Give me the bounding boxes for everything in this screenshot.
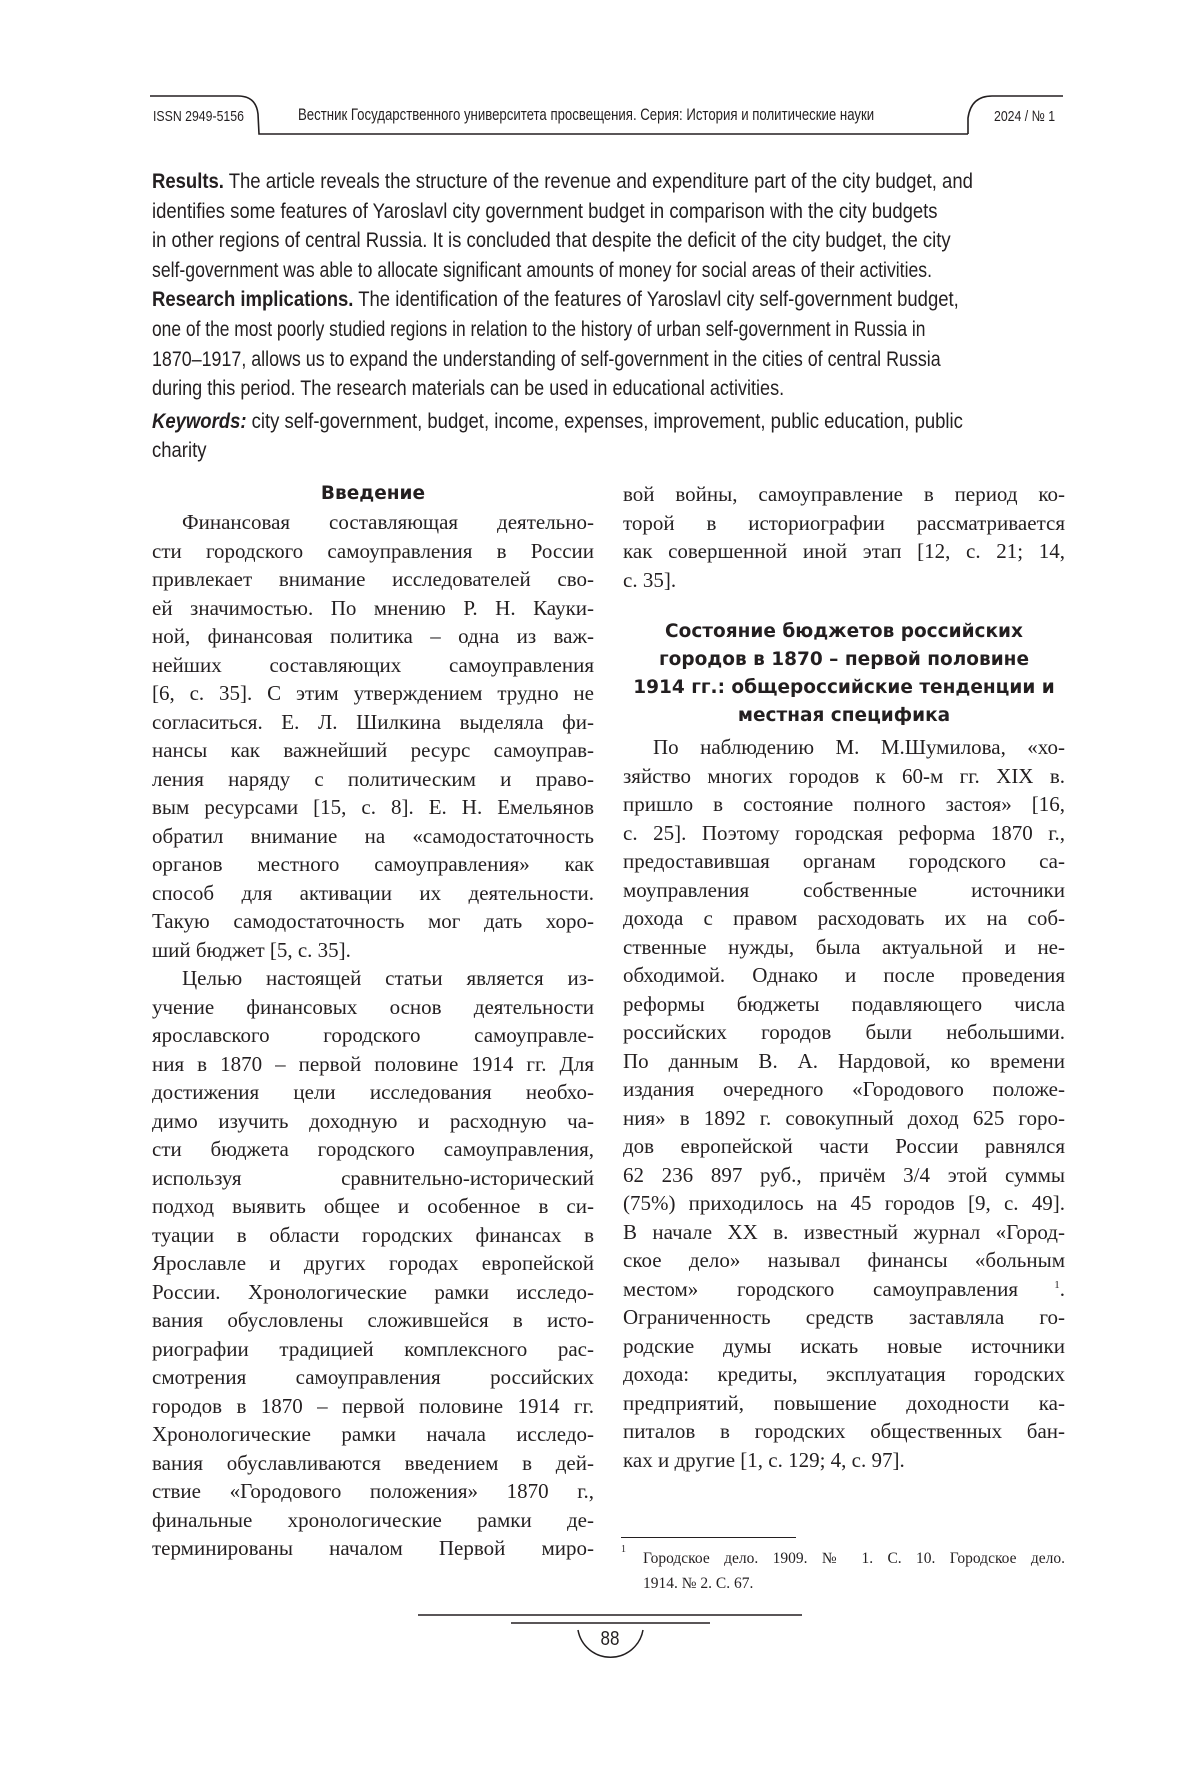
implications-text: during this period. The research materials can be used in educational activities.	[152, 376, 785, 401]
text-line: нансы как важнейший ресурс самоуправ-	[152, 738, 594, 762]
text-line: ское дело» называл финансы «больным	[623, 1248, 1065, 1272]
text-line: привлекает внимание исследователей сво-	[152, 567, 594, 591]
text-line: ной, финансовая политика – одна из важ-	[152, 624, 594, 648]
text-line: сти городского самоуправления в России	[152, 538, 594, 563]
text-line: способ для активации их деятельности.	[152, 880, 594, 905]
footnote-mark: 1	[621, 1544, 626, 1555]
text-line: Хронологические рамки начала исследо-	[152, 1422, 594, 1446]
implications-text: one of the most poorly studied regions in relation to the history of urban self-government in Russia in	[152, 316, 926, 341]
text-line: ния» в 1892 г. совокупный доход 625 горо-	[623, 1105, 1065, 1130]
implications-text: 1870–1917, allows us to expand the understanding of self-government in the cities of central Russia	[152, 346, 941, 371]
text-line: ственные нужды, была актуальной и не-	[623, 934, 1065, 959]
abstract-line	[152, 345, 1066, 375]
implications-label: Research implications.	[152, 287, 354, 312]
footnote-line: 1914. № 2. С. 67.	[643, 1575, 754, 1592]
footnote	[621, 1546, 1065, 1596]
text-line: терминированы началом Первой миро-	[152, 1536, 594, 1560]
paragraph	[623, 733, 1065, 1474]
text-line: вания обусловлены сложившейся в исто-	[152, 1308, 594, 1332]
text-line: подход выявить общее и особенное в си-	[152, 1194, 594, 1218]
results-text: The article reveals the structure of the revenue and expenditure part of the city budget, and	[223, 169, 973, 193]
heading-line: городов в 1870 – первой половине	[658, 649, 1030, 670]
text-line: органов местного самоуправления» как	[152, 852, 594, 876]
text-line: зяйство многих городов к 60-м гг. XIX в.	[623, 763, 1065, 788]
abstract-line	[152, 285, 1066, 315]
text-line: питалов в городских общественных бан-	[623, 1419, 1065, 1443]
text-line: Ограниченность средств заставляла го-	[623, 1305, 1065, 1329]
paragraph	[152, 508, 594, 964]
running-header-frame	[0, 0, 1200, 150]
journal-title: Вестник Государственного университета просвещения. Серия: История и политические науки	[298, 106, 875, 124]
text-line: России. Хронологические рамки исследо-	[152, 1279, 594, 1304]
text-line: предприятий, повышение доходности ка-	[623, 1390, 1065, 1415]
footnote-reference[interactable]: 1	[1018, 1278, 1060, 1291]
keywords-text: charity	[152, 438, 207, 463]
text-line: 62 236 897 руб., причём 3/4 этой суммы	[623, 1162, 1065, 1187]
text-line: торой в историографии рассматривается	[623, 510, 1065, 535]
text-line: используя сравнительно-исторический	[152, 1165, 594, 1190]
issn: ISSN 2949-5156	[153, 108, 244, 125]
text-line: вания обуславливаются введением в дей-	[152, 1450, 594, 1475]
text-line: По наблюдению М. М.Шумилова, «хо-	[653, 735, 1065, 759]
text-line: дов европейской части России равнялся	[623, 1134, 1065, 1158]
text-line: местом» городского самоуправления $^1$.	[623, 1276, 1066, 1301]
text-line: финальные хронологические рамки де-	[152, 1507, 594, 1532]
results-label: Results.	[152, 169, 224, 193]
paragraph	[152, 964, 594, 1563]
text-line: ярославского городского самоуправле-	[152, 1023, 594, 1047]
text-line: Целью настоящей статьи является из-	[182, 966, 594, 990]
text-line: туации в области городских финансах в	[152, 1222, 594, 1247]
right-column	[623, 480, 1065, 1474]
text-line: ках и другие [1, с. 129; 4, с. 97].	[623, 1447, 905, 1472]
text-line: Такую самодостаточность мог дать хоро-	[152, 909, 594, 933]
text-line: [6, с. 35]. С этим утверждением трудно не	[152, 681, 594, 705]
text-line: смотрения самоуправления российских	[152, 1365, 594, 1389]
keywords-text: city self-government, budget, income, expenses, improvement, public education, public	[246, 408, 963, 433]
footnote-rule	[621, 1537, 796, 1538]
results-text: self-government was able to allocate significant amounts of money for social areas of their activities.	[152, 257, 933, 282]
text-line: Финансовая составляющая деятельно-	[182, 510, 594, 534]
text-line: сти бюджета городского самоуправления,	[152, 1137, 594, 1161]
text-line: ствие «Городового положения» 1870 г.,	[152, 1479, 594, 1503]
text-line: В начале XX в. известный журнал «Город-	[623, 1219, 1065, 1244]
abstract	[152, 167, 1066, 466]
footnote-line: Городское дело. 1909. № 1. С. 10. Городское дело.	[643, 1550, 1065, 1567]
text-line: как совершенной иной этап [12, с. 21; 14,	[623, 539, 1065, 563]
left-column	[152, 480, 594, 1563]
abstract-line	[152, 407, 1066, 437]
text-line: согласиться. Е. Л. Шилкина выделяла фи-	[152, 709, 594, 734]
text-line: ший бюджет [5, с. 35].	[152, 937, 351, 962]
abstract-line	[152, 374, 1066, 404]
page-number: 88	[600, 1628, 620, 1650]
text-line: с. 25]. Поэтому городская реформа 1870 г.,	[623, 820, 1065, 845]
abstract-line	[152, 315, 1066, 345]
text-line: вым ресурсами [15, с. 8]. Е. Н. Емельянов	[152, 795, 594, 819]
text-line: димо изучить доходную и расходную ча-	[152, 1108, 594, 1133]
paragraph-continuation	[623, 480, 1065, 594]
section-heading-introduction: Введение	[320, 483, 426, 504]
abstract-line	[152, 197, 1066, 227]
abstract-line	[152, 226, 1066, 256]
keywords-label: Keywords:	[152, 408, 247, 433]
text-line: По данным В. А. Нардовой, ко времени	[623, 1048, 1065, 1073]
heading-line: местная специфика	[737, 705, 951, 726]
text-line: нейших составляющих самоуправления	[152, 652, 594, 677]
text-line: обратил внимание на «самодостаточность	[152, 823, 594, 848]
text-line: ей значимостью. По мнению Р. Н. Кауки-	[152, 595, 594, 620]
abstract-line	[152, 256, 1066, 286]
abstract-line	[152, 167, 1066, 197]
abstract-line	[152, 436, 1066, 466]
text-line: учение финансовых основ деятельности	[152, 994, 594, 1019]
text-line: ния в 1870 – первой половине 1914 гг. Для	[152, 1051, 594, 1076]
text-line: моуправления собственные источники	[623, 877, 1065, 902]
heading-line: 1914 гг.: общероссийские тенденции и	[633, 677, 1055, 698]
text-line: реформы бюджеты подавляющего числа	[623, 991, 1065, 1016]
text-line: Ярославле и других городах европейской	[152, 1251, 594, 1275]
results-text: in other regions of central Russia. It is concluded that despite the deficit of the city budget, the city	[152, 228, 951, 253]
text-line: городов в 1870 – первой половине 1914 гг.	[152, 1393, 594, 1418]
heading-line: Состояние бюджетов российских	[665, 621, 1023, 642]
text-line: (75%) приходилось на 45 городов [9, с. 49].	[623, 1191, 1065, 1215]
text-line: родские думы искать новые источники	[623, 1333, 1065, 1358]
text-line: дохода с правом расходовать их на соб-	[623, 906, 1065, 930]
text-line: достижения цели исследования необхо-	[152, 1080, 594, 1104]
issue-number: 2024 / № 1	[994, 108, 1056, 125]
footnote-reference-tail: .	[1059, 1276, 1066, 1301]
text-line: ления наряду с политическим и право-	[152, 766, 594, 791]
text-line: российских городов были небольшими.	[623, 1020, 1065, 1044]
text-line: дохода: кредиты, эксплуатация городских	[623, 1362, 1065, 1386]
text-line: обходимой. Однако и после проведения	[623, 963, 1065, 987]
text-line: издания очередного «Городового положе-	[623, 1077, 1065, 1101]
text-line: риографии традицией комплексного рас-	[152, 1336, 594, 1361]
text-line: пришло в состояние полного застоя» [16,	[623, 792, 1065, 816]
section-heading-budgets	[623, 618, 1065, 730]
results-text: identifies some features of Yaroslavl city government budget in comparison with the city budgets	[152, 198, 938, 223]
implications-text: The identification of the features of Yaroslavl city self-government budget,	[353, 287, 959, 312]
text-line: вой войны, самоуправление в период ко-	[623, 482, 1065, 506]
text-line: с. 35].	[623, 567, 677, 592]
text-line: предоставившая органам городского са-	[623, 849, 1065, 873]
